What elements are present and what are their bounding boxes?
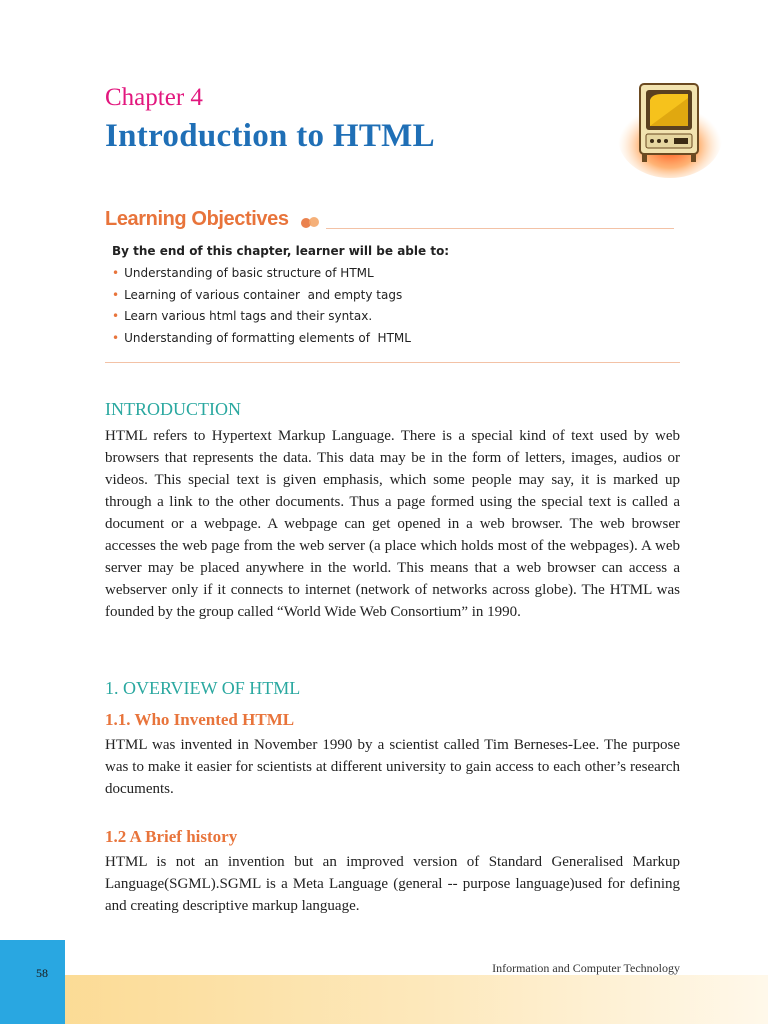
objective-item — [112, 265, 411, 287]
page-number-box — [0, 940, 65, 1024]
objective-text: Understanding of formatting elements of HTML — [124, 330, 411, 345]
objective-text: Learning of various container and empty tags — [124, 287, 403, 302]
who-invented-heading: 1.1. Who Invented HTML — [105, 710, 295, 729]
objective-item — [112, 330, 411, 352]
bullet-icon: • — [112, 330, 120, 345]
objective-item — [112, 308, 411, 330]
bullet-icon: • — [112, 266, 120, 280]
objectives-list — [112, 265, 411, 351]
objectives-top-rule — [326, 228, 674, 229]
double-dot-icon — [299, 215, 323, 234]
footer-band — [0, 975, 768, 1024]
page-number: 58 — [36, 966, 48, 980]
chapter-title: Introduction to HTML — [105, 118, 435, 154]
retro-tv-icon — [612, 70, 722, 180]
brief-history-body: HTML is not an invention but an improved version of Standard Generalised Markup Language(SGML).SGML is a Meta Language (general -- purpose language)used for defining and creating descriptive markup language. — [105, 854, 680, 914]
introduction-body: HTML refers to Hypertext Markup Language. There is a special kind of text used by web browsers that represents the data. This data may be in the form of letters, images, audios or videos. This special text is given emphasis, which some people may say, it is marked up through a link to the other documents. Thus a page formed using the special text is called a document or a webpage. A webpage can get opened in a web browser. The web browser accesses the web page from the web server (a place which holds most of the webpages). A web server may be placed anywhere in the world. This means that a web browser can access a webserver only if it connects to internet (network of networks across globe). The HTML was founded by the group called “World Wide Web Consortium” in 1990. — [105, 428, 680, 620]
who-invented-body: HTML was invented in November 1990 by a scientist called Tim Berneses-Lee. The purpose was to make it easier for scientists at different university to gain access to each other’s research documents. — [105, 737, 680, 797]
objective-text: Understanding of basic structure of HTML — [124, 266, 374, 280]
overview-heading: 1. OVERVIEW OF HTML — [105, 678, 301, 698]
chapter-label: Chapter 4 — [105, 84, 203, 111]
footer-book-title: Information and Computer Technology — [492, 961, 680, 975]
objective-text: Learn various html tags and their syntax. — [124, 309, 373, 323]
introduction-heading: INTRODUCTION — [105, 399, 241, 419]
objectives-intro: By the end of this chapter, learner will be able to: — [112, 244, 450, 258]
objectives-bottom-rule — [105, 362, 680, 363]
bullet-icon: • — [112, 309, 120, 323]
brief-history-heading: 1.2 A Brief history — [105, 827, 238, 846]
bullet-icon: • — [112, 287, 120, 302]
objective-item — [112, 287, 411, 309]
learning-objectives-heading: Learning Objectives — [105, 208, 289, 230]
